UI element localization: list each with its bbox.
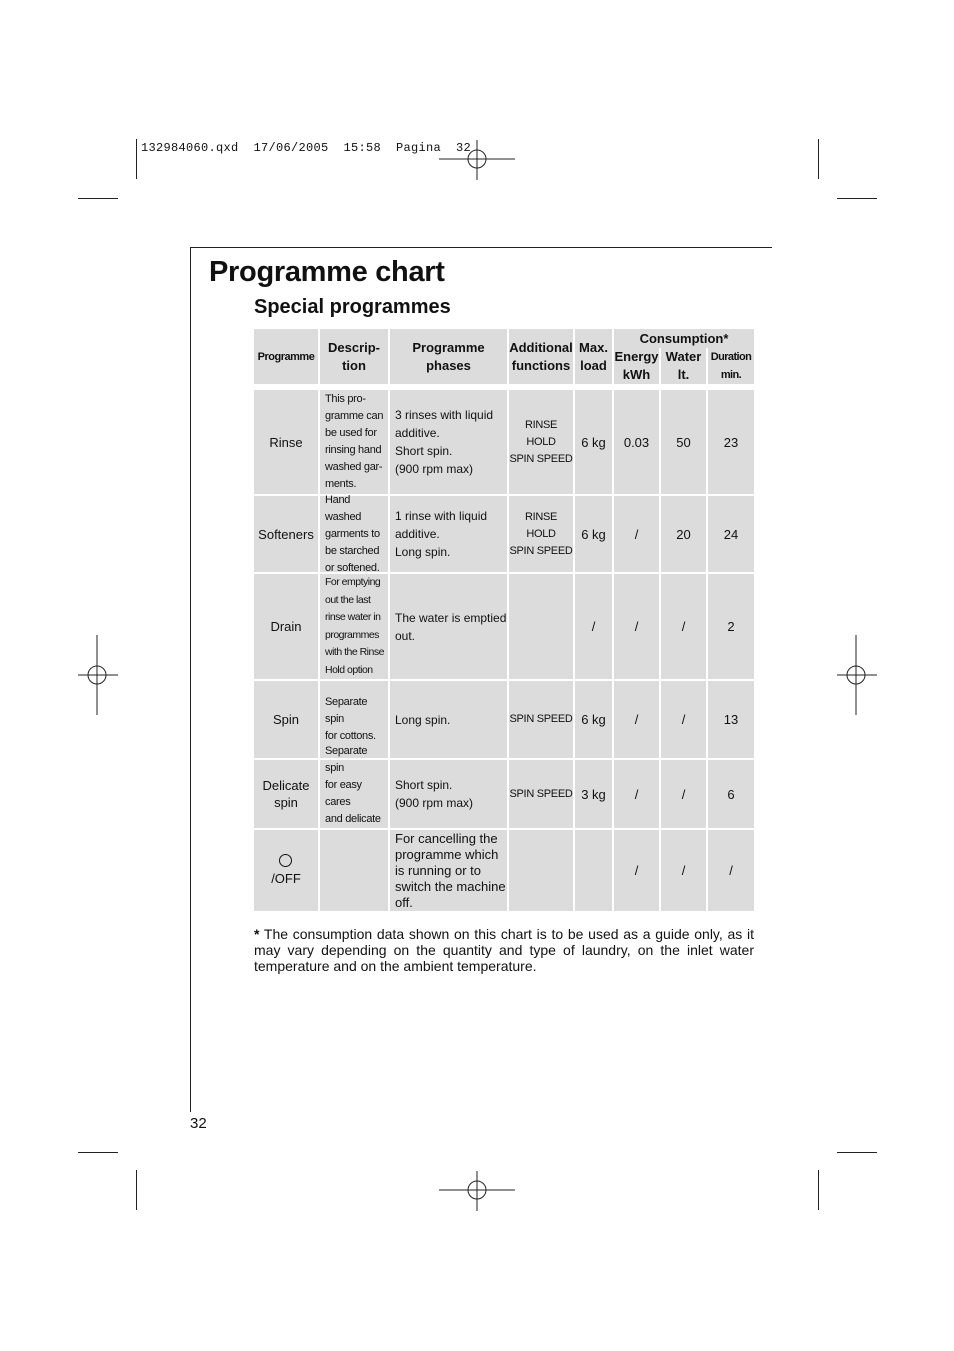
table-cell-phases: Long spin. bbox=[390, 681, 507, 758]
table-cell-programme: Delicate spin bbox=[254, 760, 318, 828]
page-number: 32 bbox=[190, 1115, 207, 1132]
table-cell-duration: / bbox=[708, 830, 754, 911]
table-cell-water: 50 bbox=[661, 390, 706, 494]
table-cell-additional bbox=[509, 574, 573, 679]
table-cell-description: Hand washed garments to be starched or softened. bbox=[320, 496, 388, 572]
crop-mark bbox=[837, 1152, 877, 1153]
table-cell-energy: / bbox=[614, 574, 659, 679]
table-cell-additional: RINSE HOLD SPIN SPEED bbox=[509, 390, 573, 494]
frame-top-rule bbox=[190, 247, 772, 248]
table-cell-additional: SPIN SPEED bbox=[509, 681, 573, 758]
table-cell-energy: / bbox=[614, 760, 659, 828]
table-cell-description: Separate spin for cottons. bbox=[320, 681, 388, 758]
table-cell-max-load bbox=[575, 830, 612, 911]
table-cell-programme bbox=[254, 830, 318, 911]
crop-mark bbox=[136, 139, 137, 179]
section-title: Special programmes bbox=[254, 296, 451, 318]
header-consumption: Consumption* bbox=[614, 329, 754, 348]
table-cell-energy: / bbox=[614, 496, 659, 572]
table-cell-additional: RINSE HOLD SPIN SPEED bbox=[509, 496, 573, 572]
table-cell-programme: Rinse bbox=[254, 390, 318, 494]
registration-mark-icon bbox=[437, 140, 517, 180]
table-cell-description: spin for easy cares and delicate bbox=[320, 760, 388, 828]
table-cell-description: This pro- gramme can be used for rinsing hand washed gar- ments. bbox=[320, 390, 388, 494]
registration-mark-icon bbox=[78, 635, 118, 715]
table-cell-description: For emptying out the last rinse water in programmes with the Rinse Hold option bbox=[320, 574, 388, 679]
table-cell-max-load: 6 kg bbox=[575, 681, 612, 758]
header-duration: Duration min. bbox=[708, 348, 754, 384]
table-cell-water: / bbox=[661, 681, 706, 758]
table-cell-max-load: 6 kg bbox=[575, 390, 612, 494]
page-title: Programme chart bbox=[209, 256, 445, 288]
table-cell-energy: 0.03 bbox=[614, 390, 659, 494]
header-additional: Additional functions bbox=[509, 329, 573, 384]
crop-mark bbox=[837, 198, 877, 199]
table-cell-water: 20 bbox=[661, 496, 706, 572]
frame-left-rule bbox=[190, 247, 191, 1112]
print-slug: 132984060.qxd 17/06/2005 15:58 Pagina 32 bbox=[141, 141, 472, 155]
table-cell-max-load: / bbox=[575, 574, 612, 679]
table-cell-phases: Short spin. (900 rpm max) bbox=[390, 760, 507, 828]
crop-mark bbox=[78, 1152, 118, 1153]
table-cell-phases: 3 rinses with liquid additive. Short spin. (900 rpm max) bbox=[390, 390, 507, 494]
registration-mark-icon bbox=[437, 1171, 517, 1211]
table-cell-programme: Softeners bbox=[254, 496, 318, 572]
table-cell-duration: 13 bbox=[708, 681, 754, 758]
table-cell-max-load: 6 kg bbox=[575, 496, 612, 572]
header-energy: Energy kWh bbox=[614, 349, 659, 382]
table-cell-duration: 23 bbox=[708, 390, 754, 494]
table-cell-programme: Spin bbox=[254, 681, 318, 758]
power-off-circle-icon bbox=[279, 854, 292, 867]
header-water: Water lt. bbox=[661, 348, 706, 384]
table-cell-duration: 2 bbox=[708, 574, 754, 679]
header-description: Descrip- tion bbox=[320, 329, 388, 384]
table-cell-phases: The water is emptied out. bbox=[390, 574, 507, 679]
header-phases: Programme phases bbox=[390, 329, 507, 384]
footnote-star: * bbox=[254, 926, 260, 942]
table-cell-energy: / bbox=[614, 830, 659, 911]
table-cell-energy: / bbox=[614, 681, 659, 758]
table-cell-duration: 6 bbox=[708, 760, 754, 828]
table-cell-phases: For cancelling the programme which is running or to switch the machine off. bbox=[390, 830, 507, 911]
footnote-text: The consumption data shown on this chart is to be used as a guide only, as it may vary depending on the quantity and type of laundry, on the inlet water temperature and on the ambient temperature. bbox=[254, 926, 754, 974]
crop-mark bbox=[136, 1170, 137, 1210]
table-cell-water: / bbox=[661, 760, 706, 828]
crop-mark bbox=[818, 1170, 819, 1210]
table-cell-water: / bbox=[661, 574, 706, 679]
table-cell-description bbox=[320, 830, 388, 911]
table-cell-additional bbox=[509, 830, 573, 911]
crop-mark bbox=[78, 198, 118, 199]
header-max-load: Max. load bbox=[575, 329, 612, 384]
header-programme: Programme bbox=[254, 329, 318, 384]
registration-mark-icon bbox=[837, 635, 877, 715]
table-cell-programme: Drain bbox=[254, 574, 318, 679]
crop-mark bbox=[818, 139, 819, 179]
table-cell-max-load: 3 kg bbox=[575, 760, 612, 828]
table-cell-additional: SPIN SPEED bbox=[509, 760, 573, 828]
off-label: /OFF bbox=[271, 871, 301, 886]
consumption-footnote bbox=[254, 926, 754, 974]
table-cell-phases: 1 rinse with liquid additive. Long spin. bbox=[390, 496, 507, 572]
table-cell-duration: 24 bbox=[708, 496, 754, 572]
table-cell-water: / bbox=[661, 830, 706, 911]
